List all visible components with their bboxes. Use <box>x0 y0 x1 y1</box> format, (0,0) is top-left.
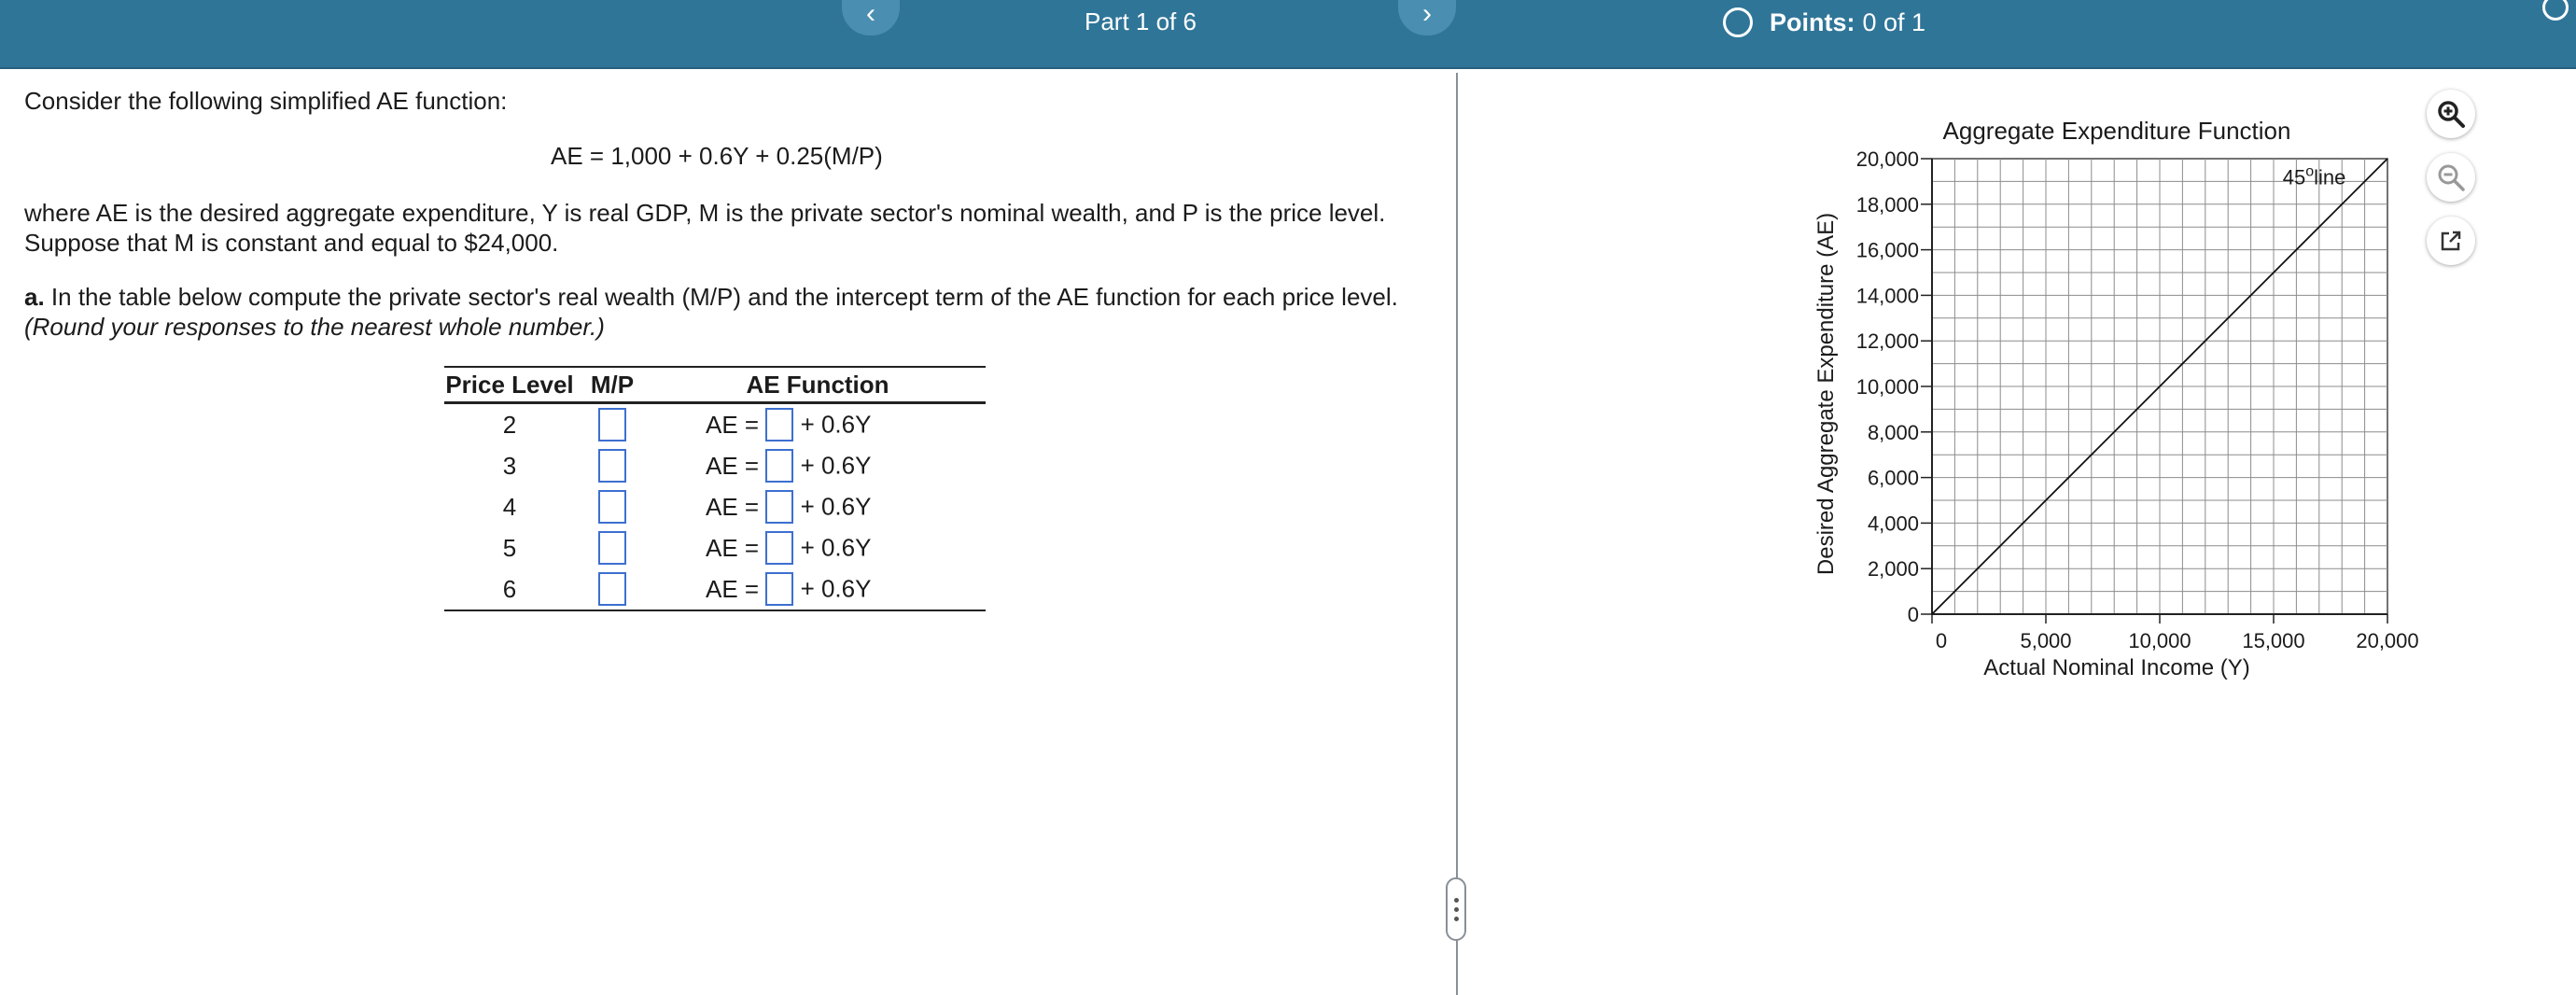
ae-prefix: AE = <box>706 410 760 439</box>
ae-formula: AE = 1,000 + 0.6Y + 0.25(M/P) <box>551 142 883 170</box>
part-a-text: In the table below compute the private sector's real wealth (M/P) and the intercept term of the AE function for each price level. <box>50 283 1398 311</box>
ae-prefix: AE = <box>706 533 760 562</box>
y-tick-label: 8,000 <box>1867 420 1919 444</box>
y-tick-label: 20,000 <box>1855 147 1919 171</box>
zoom-in-icon <box>2436 99 2466 129</box>
ae-suffix: + 0.6Y <box>800 451 872 480</box>
points-value: 0 of 1 <box>1862 7 1926 36</box>
mp-cell <box>575 568 650 610</box>
mp-input[interactable] <box>598 408 626 441</box>
intercept-input[interactable] <box>765 531 793 565</box>
ae-suffix: + 0.6Y <box>800 574 872 603</box>
table-row <box>444 403 986 446</box>
y-tick-label: 4,000 <box>1867 512 1919 536</box>
chevron-left-icon: ‹ <box>866 0 875 29</box>
table-row <box>444 527 986 568</box>
header-ae-function: AE Function <box>650 367 986 403</box>
gear-icon[interactable] <box>2542 0 2569 21</box>
mp-cell <box>575 445 650 486</box>
table-header-row <box>444 367 986 403</box>
y-tick-label: 16,000 <box>1855 238 1919 262</box>
ae-answer-table <box>444 366 986 611</box>
y-tick-label: 2,000 <box>1867 557 1919 582</box>
points-indicator <box>1723 7 1925 37</box>
price-level-cell: 6 <box>502 574 517 603</box>
intercept-input[interactable] <box>765 408 793 441</box>
ae-function-cell <box>650 403 986 446</box>
ae-chart <box>1811 110 2445 689</box>
price-level-cell: 3 <box>502 451 517 480</box>
part-label: Part 1 of 6 <box>1085 7 1197 35</box>
zoom-out-button[interactable] <box>2427 153 2475 202</box>
y-tick-label: 6,000 <box>1867 466 1919 490</box>
zoom-out-icon <box>2436 162 2466 192</box>
x-tick-label: 20,000 <box>2356 629 2419 652</box>
ae-function-cell <box>650 486 986 527</box>
points-label: Points: <box>1770 7 1855 36</box>
chart-title: Aggregate Expenditure Function <box>1942 117 2291 145</box>
intercept-input[interactable] <box>765 490 793 524</box>
header-mp: M/P <box>575 367 650 403</box>
ae-function-cell <box>650 445 986 486</box>
zoom-in-button[interactable] <box>2427 90 2475 138</box>
pane-divider[interactable] <box>1456 73 1458 995</box>
external-link-icon <box>2436 226 2466 256</box>
part-a-label: a. <box>24 283 45 311</box>
mp-input[interactable] <box>598 531 626 565</box>
mp-cell <box>575 486 650 527</box>
header-price-level: Price Level <box>444 367 575 403</box>
y-tick-label: 18,000 <box>1855 192 1919 217</box>
status-circle-icon <box>1723 7 1753 37</box>
mp-cell <box>575 403 650 446</box>
line-annotation: 45$^o$line <box>2282 163 2346 189</box>
x-tick-label: 0 <box>1935 629 1948 652</box>
x-tick-label: 15,000 <box>2242 629 2305 652</box>
price-level-cell: 5 <box>502 533 517 562</box>
ae-suffix: + 0.6Y <box>800 410 872 439</box>
x-tick-label: 10,000 <box>2128 629 2191 652</box>
ae-prefix: AE = <box>706 574 760 603</box>
mp-input[interactable] <box>598 490 626 524</box>
next-part-button[interactable] <box>1398 0 1456 35</box>
mp-input[interactable] <box>598 449 626 483</box>
mp-input[interactable] <box>598 572 626 606</box>
y-tick-label: 14,000 <box>1855 284 1919 308</box>
y-tick-label: 0 <box>1907 603 1919 626</box>
ae-function-cell <box>650 568 986 610</box>
chevron-right-icon: › <box>1422 0 1432 29</box>
y-tick-label: 10,000 <box>1855 375 1919 399</box>
x-axis-label: Actual Nominal Income (Y) <box>1983 655 2250 680</box>
question-description: where AE is the desired aggregate expenditure, Y is real GDP, M is the private sector's nominal wealth, and P is the price level. Suppose that M is constant and equal to $24,000. <box>24 199 1386 257</box>
y-tick-label: 12,000 <box>1855 329 1919 354</box>
ae-suffix: + 0.6Y <box>800 492 872 521</box>
ae-prefix: AE = <box>706 492 760 521</box>
table-row <box>444 445 986 486</box>
ae-function-cell <box>650 527 986 568</box>
price-level-cell: 4 <box>502 492 517 521</box>
ae-prefix: AE = <box>706 451 760 480</box>
mp-cell <box>575 527 650 568</box>
table-row <box>444 568 986 610</box>
table-body <box>444 403 986 611</box>
table-row <box>444 486 986 527</box>
previous-part-button[interactable] <box>842 0 900 35</box>
popout-button[interactable] <box>2427 217 2475 265</box>
intercept-input[interactable] <box>765 572 793 606</box>
top-bar <box>0 0 2576 69</box>
ae-suffix: + 0.6Y <box>800 533 872 562</box>
part-a-note: (Round your responses to the nearest whole number.) <box>24 313 605 341</box>
intercept-input[interactable] <box>765 449 793 483</box>
price-level-cell: 2 <box>502 410 517 439</box>
question-intro: Consider the following simplified AE function: <box>24 87 508 115</box>
y-axis-label: Desired Aggregate Expenditure (AE) <box>1813 212 1839 576</box>
part-a-prompt <box>24 282 1424 342</box>
drag-handle[interactable] <box>1446 877 1466 941</box>
x-tick-label: 5,000 <box>2020 629 2072 652</box>
